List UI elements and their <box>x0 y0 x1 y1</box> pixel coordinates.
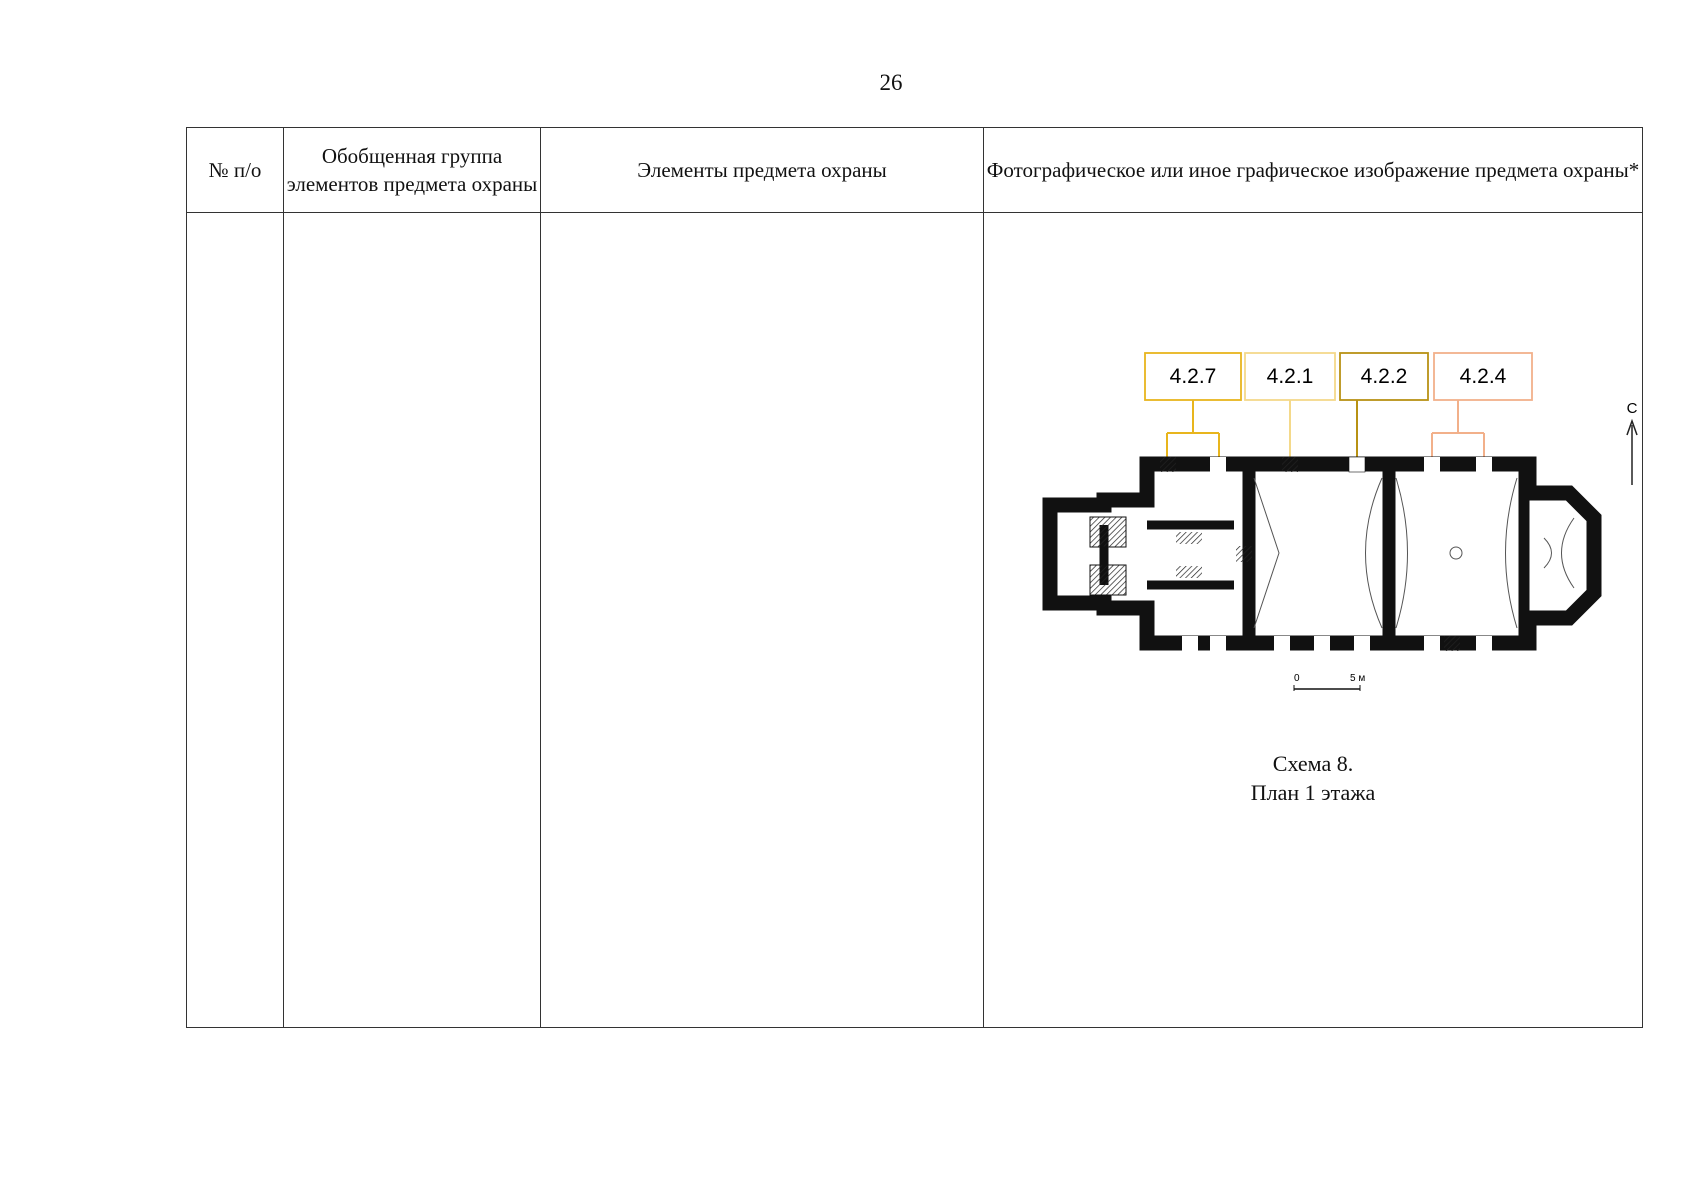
building-plan <box>1050 457 1594 651</box>
scale-bar <box>1294 673 1365 691</box>
label-box-2 <box>1245 353 1335 400</box>
label-box-3-text: 4.2.2 <box>1360 365 1408 388</box>
header-elements: Элементы предмета охраны <box>541 128 984 213</box>
north-arrow <box>1627 400 1638 485</box>
label-box-4-text: 4.2.4 <box>1459 365 1507 388</box>
caption-line-1: Схема 8. <box>1272 751 1354 776</box>
floor-plan <box>1014 353 1638 713</box>
label-box-1 <box>1145 353 1241 400</box>
label-box-3 <box>1340 353 1428 400</box>
header-number: № п/о <box>187 128 284 213</box>
label-box-1-text: 4.2.7 <box>1169 365 1217 388</box>
header-image: Фотографическое или иное графическое изображение предмета охраны* <box>984 128 1643 213</box>
caption-line-2: План 1 этажа <box>1250 780 1376 805</box>
table-header-row <box>187 128 1643 213</box>
page-number: 26 <box>879 70 903 95</box>
label-box-4 <box>1434 353 1532 400</box>
scale-start: 0 <box>1294 673 1300 684</box>
scale-end: 5 м <box>1350 673 1366 684</box>
cell-number <box>187 213 284 1028</box>
arrow-4-2-4 <box>1432 400 1484 463</box>
plan-caption <box>984 749 1642 807</box>
protection-table <box>186 127 1643 1028</box>
cell-group <box>284 213 541 1028</box>
label-box-2-text: 4.2.1 <box>1266 365 1314 388</box>
table-row <box>187 213 1643 1028</box>
cell-elements <box>541 213 984 1028</box>
cell-image <box>984 213 1643 1028</box>
header-group: Обобщенная группа элементов предмета охраны <box>284 128 541 213</box>
north-label: С <box>1626 400 1638 417</box>
arrow-4-2-7 <box>1167 400 1219 463</box>
